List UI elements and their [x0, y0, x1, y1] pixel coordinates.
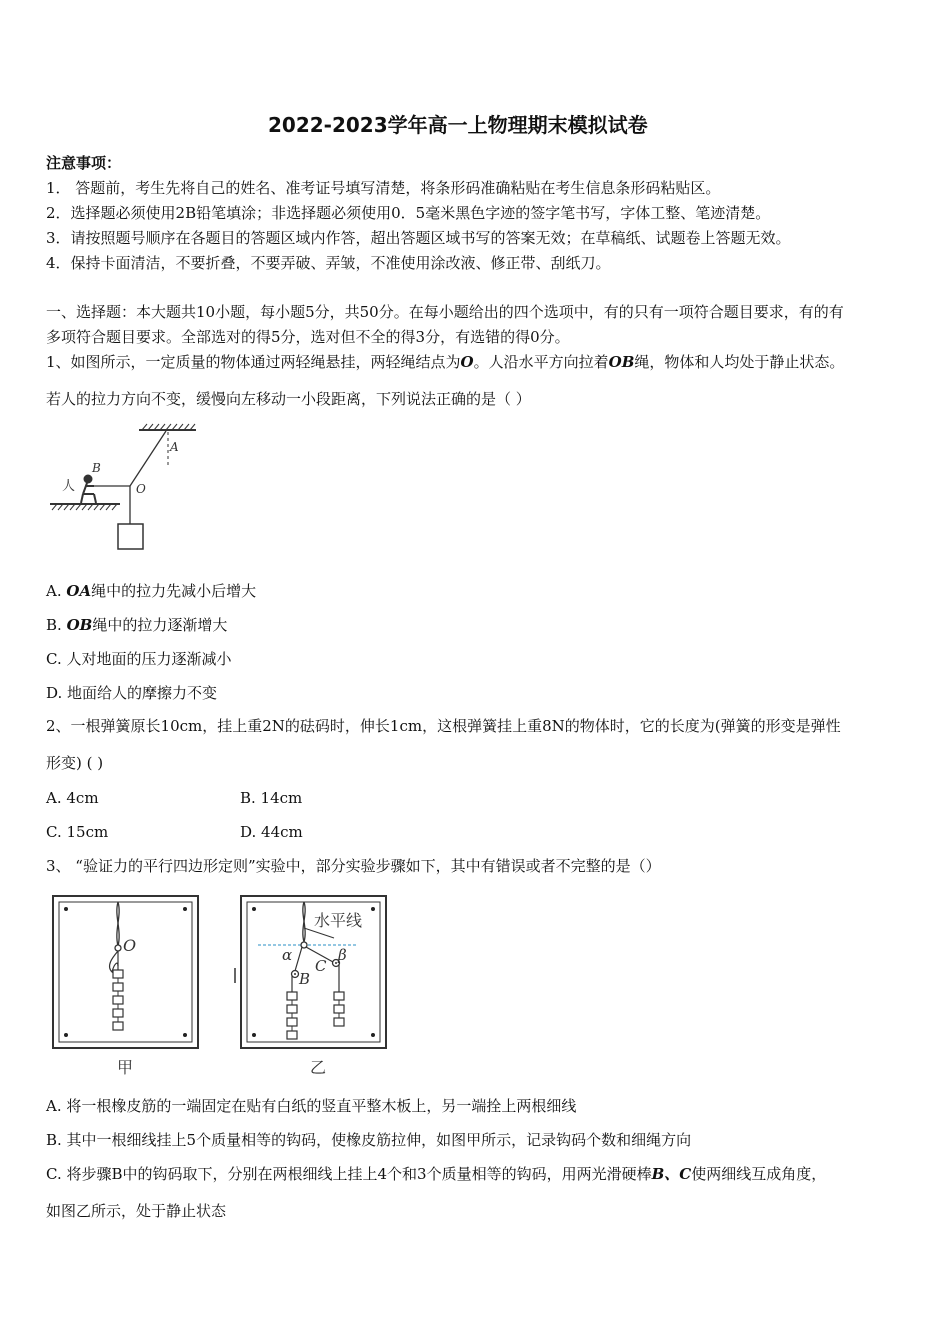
fig3-label-jia: 甲	[117, 1058, 134, 1077]
q3-stem: 3、 “验证力的平行四边形定则”实验中，部分实验步骤如下，其中有错误或者不完整的是（）	[46, 857, 661, 875]
fig-label-o: O	[136, 482, 146, 496]
fig3-label-shuipingxian: 水平线	[314, 911, 363, 930]
q1-stem-part: 1、如图所示，一定质量的物体通过两轻绳悬挂，两轻绳结点为	[46, 353, 461, 371]
q1-option-a	[46, 581, 256, 601]
q3-option-c-part: C. 将步骤B中的钩码取下，分别在两根细线上挂上4个和3个质量相等的钩码，用两光滑硬棒	[46, 1165, 652, 1183]
q2-option-a: A. 4cm	[46, 789, 99, 807]
q2-option-b: B. 14cm	[240, 789, 303, 807]
q1-stem-line1	[46, 352, 844, 372]
q2-stem-line1: 2、一根弹簧原长10cm，挂上重2N的砝码时，伸长1cm，这根弹簧挂上重8N的物体时，它的长度为(弹簧的形变是弹性	[46, 717, 841, 735]
notice-item-2: 2．选择题必须使用2B铅笔填涂；非选择题必须使用0．5毫米黑色字迹的签字笔书写，字体工整、笔迹清楚。	[46, 204, 771, 222]
q3-option-a: A. 将一根橡皮筋的一端固定在贴有白纸的竖直平整木板上，另一端拴上两根细线	[46, 1097, 577, 1115]
notice-item-1: 1． 答题前，考生先将自己的姓名、准考证号填写清楚，将条形码准确粘贴在考生信息条形码粘贴区。	[46, 179, 721, 197]
fig-label-b: B	[92, 461, 101, 475]
q2-stem-line2: 形变) ( )	[46, 754, 104, 772]
q1-option-a-text: 绳中的拉力先减小后增大	[91, 582, 257, 600]
q1-option-d: D. 地面给人的摩擦力不变	[46, 684, 218, 702]
q3-option-c-bc: B、C	[651, 1165, 692, 1183]
fig3-label-alpha: α	[282, 946, 293, 964]
fig3-label-beta: β	[338, 946, 347, 964]
fig3-label-c: C	[315, 957, 327, 975]
q1-option-b-text: 绳中的拉力逐渐增大	[92, 616, 228, 634]
fig3-label-yi: 乙	[310, 1058, 327, 1077]
q1-option-b	[46, 615, 227, 635]
fig-label-ren: 人	[62, 479, 76, 494]
q1-stem-part: 。人沿水平方向拉着	[473, 353, 609, 371]
section1-line1: 一、选择题：本大题共10小题，每小题5分，共50分。在每小题给出的四个选项中，有的只有一项符合题目要求，有的有	[46, 303, 844, 321]
fig3-label-b: B	[299, 970, 311, 988]
q1-option-b-em: OB	[66, 616, 93, 634]
fig3-label-o: O	[123, 936, 137, 955]
page-title: 2022-2023学年高一上物理期末模拟试卷	[268, 113, 648, 137]
q1-stem-o: O	[460, 353, 474, 371]
q3-option-c-line1	[46, 1164, 826, 1184]
q1-stem-ob: OB	[608, 353, 635, 371]
q1-option-c: C. 人对地面的压力逐渐减小	[46, 650, 232, 668]
q1-figure	[46, 420, 206, 555]
notice-item-4: 4．保持卡面清洁，不要折叠，不要弄破、弄皱，不准使用涂改液、修正带、刮纸刀。	[46, 254, 611, 272]
person-icon	[81, 476, 96, 504]
q1-stem-part: 绳，物体和人均处于静止状态。	[634, 353, 845, 371]
q2-option-c: C. 15cm	[46, 823, 109, 841]
q3-option-c-part: 使两细线互成角度，	[691, 1165, 827, 1183]
fig-label-a: A	[170, 440, 179, 454]
q1-option-b-prefix: B.	[46, 616, 67, 634]
q2-option-d: D. 44cm	[240, 823, 303, 841]
q1-stem-line2: 若人的拉力方向不变，缓慢向左移动一小段距离，下列说法正确的是（ ）	[46, 390, 531, 408]
q3-option-b: B. 其中一根细线挂上5个质量相等的钩码，使橡皮筋拉伸，如图甲所示，记录钩码个数和细绳方向	[46, 1131, 692, 1149]
q1-option-a-prefix: A.	[46, 582, 67, 600]
notice-heading: 注意事项：	[46, 154, 122, 172]
q3-option-c-line2: 如图乙所示，处于静止状态	[46, 1202, 227, 1220]
q1-option-a-em: OA	[66, 582, 92, 600]
q3-figure	[46, 888, 396, 1083]
notice-item-3: 3．请按照题号顺序在各题目的答题区域内作答，超出答题区域书写的答案无效；在草稿纸、试题卷上答题无效。	[46, 229, 791, 247]
section1-line2: 多项符合题目要求。全部选对的得5分，选对但不全的得3分，有选错的得0分。	[46, 328, 570, 346]
